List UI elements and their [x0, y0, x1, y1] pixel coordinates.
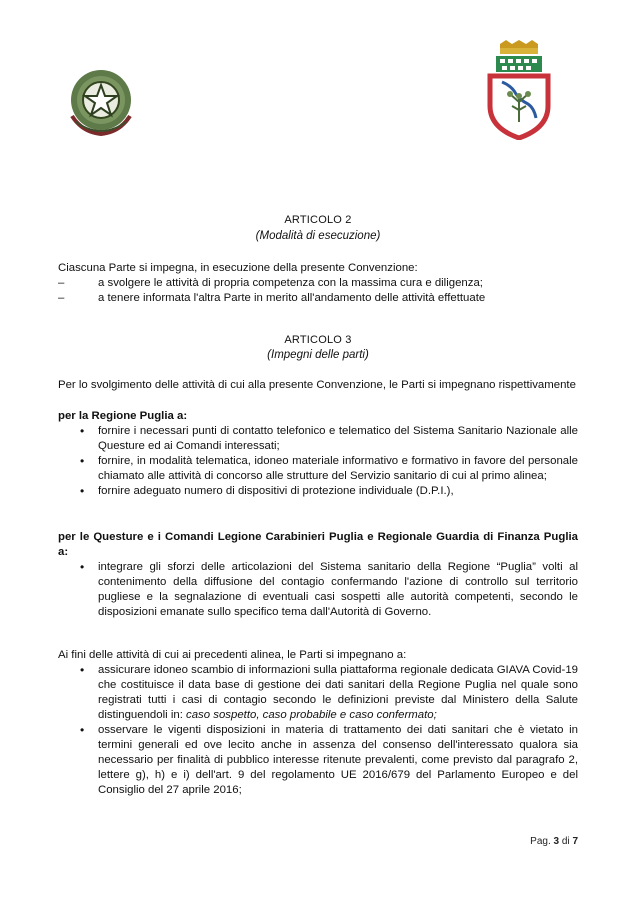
article-3-subtitle: (Impegni delle parti): [267, 349, 369, 361]
questure-comandi-heading: per le Questure e i Comandi Legione Carabinieri Puglia e Regionale Guardia di Finanza Puglia a:: [58, 531, 578, 558]
current-page: 3: [553, 836, 560, 847]
regione-puglia-emblem-logo: [478, 40, 560, 140]
regione-puglia-bullet-list: [76, 424, 578, 499]
page-prefix: Pag.: [530, 836, 554, 847]
italian-republic-emblem-logo: [62, 66, 140, 142]
total-pages: 7: [572, 836, 578, 847]
article-3-intro: Per lo svolgimento delle attività di cui alla presente Convenzione, le Parti si impegnano rispettivamente: [58, 379, 576, 391]
ai-fini-bullet-list: [76, 663, 578, 798]
page-separator: di: [559, 836, 573, 847]
dash-list-item-text: a svolgere le attività di propria competenza con la massima cura e diligenza;: [98, 277, 483, 289]
page-number: [530, 836, 578, 847]
bullet-item: • fornire adeguato numero di dispositivi di protezione individuale (D.P.I.),: [76, 484, 578, 499]
article-2-subtitle: (Modalità di esecuzione): [255, 230, 381, 242]
dash-list-item: [58, 276, 578, 291]
article-2-title: ARTICOLO 2: [284, 214, 352, 226]
bullet-item: • integrare gli sforzi delle articolazioni del Sistema sanitario della Regione “Puglia” volti al contenimento della diffusione del contagio confermando l'azione di controllo sul territorio pugliese e la segnalazione di eventuali casi sospetti alle autorità competenti, secondo le disposizioni emanate sullo specifico tema dall'Autorità di Governo.: [76, 560, 578, 620]
dash-marker: –: [58, 277, 65, 289]
case-categories-italic: caso sospetto, caso probabile e caso confermato;: [186, 709, 437, 721]
bullet-item: • fornire, in modalità telematica, idoneo materiale informativo e formativo in favore del personale chiamato alle attività di concorso alle strutture del Servizio sanitario di cui al primo alinea;: [76, 454, 578, 484]
questure-bullet-list: [76, 560, 578, 620]
bullet-item: • osservare le vigenti disposizioni in materia di trattamento dei dati sanitari che è vietato in termini generali ed ove lecito anche in assenza del consenso dell'interessato qualora sia necessario per finalità di pubblico interesse ritenute prevalenti, come previsto dal paragrafo 2, lettere g), h) e i) dell'art. 9 del regolamento UE 2016/679 del Parlamento Europeo e del Consiglio del 27 aprile 2016;: [76, 723, 578, 798]
article-2-intro: Ciascuna Parte si impegna, in esecuzione della presente Convenzione:: [58, 262, 418, 274]
article-2-dash-list: [58, 276, 578, 306]
dash-list-item-text: a tenere informata l'altra Parte in merito all'andamento delle attività effettuate: [98, 292, 486, 304]
dash-list-item: [58, 291, 578, 306]
regione-puglia-heading: per la Regione Puglia a:: [58, 410, 188, 422]
ai-fini-intro: Ai fini delle attività di cui ai precedenti alinea, le Parti si impegnano a:: [58, 649, 407, 661]
article-3-title: ARTICOLO 3: [284, 334, 352, 346]
bullet-item-text: assicurare idoneo scambio di informazioni sulla piattaforma regionale dedicata GIAVA Covid-19 che costituisce il data base di gestione dei dati sanitari della Regione Puglia nel quale sono registrati tutti i casi di contagio secondo le definizioni previste dal Ministero della Salute distinguendoli in:: [98, 664, 578, 721]
dash-marker: –: [58, 292, 65, 304]
bullet-item: [76, 663, 578, 723]
bullet-item: • fornire i necessari punti di contatto telefonico e telematico del Sistema Sanitario Nazionale alle Questure ed ai Comandi interessati;: [76, 424, 578, 454]
